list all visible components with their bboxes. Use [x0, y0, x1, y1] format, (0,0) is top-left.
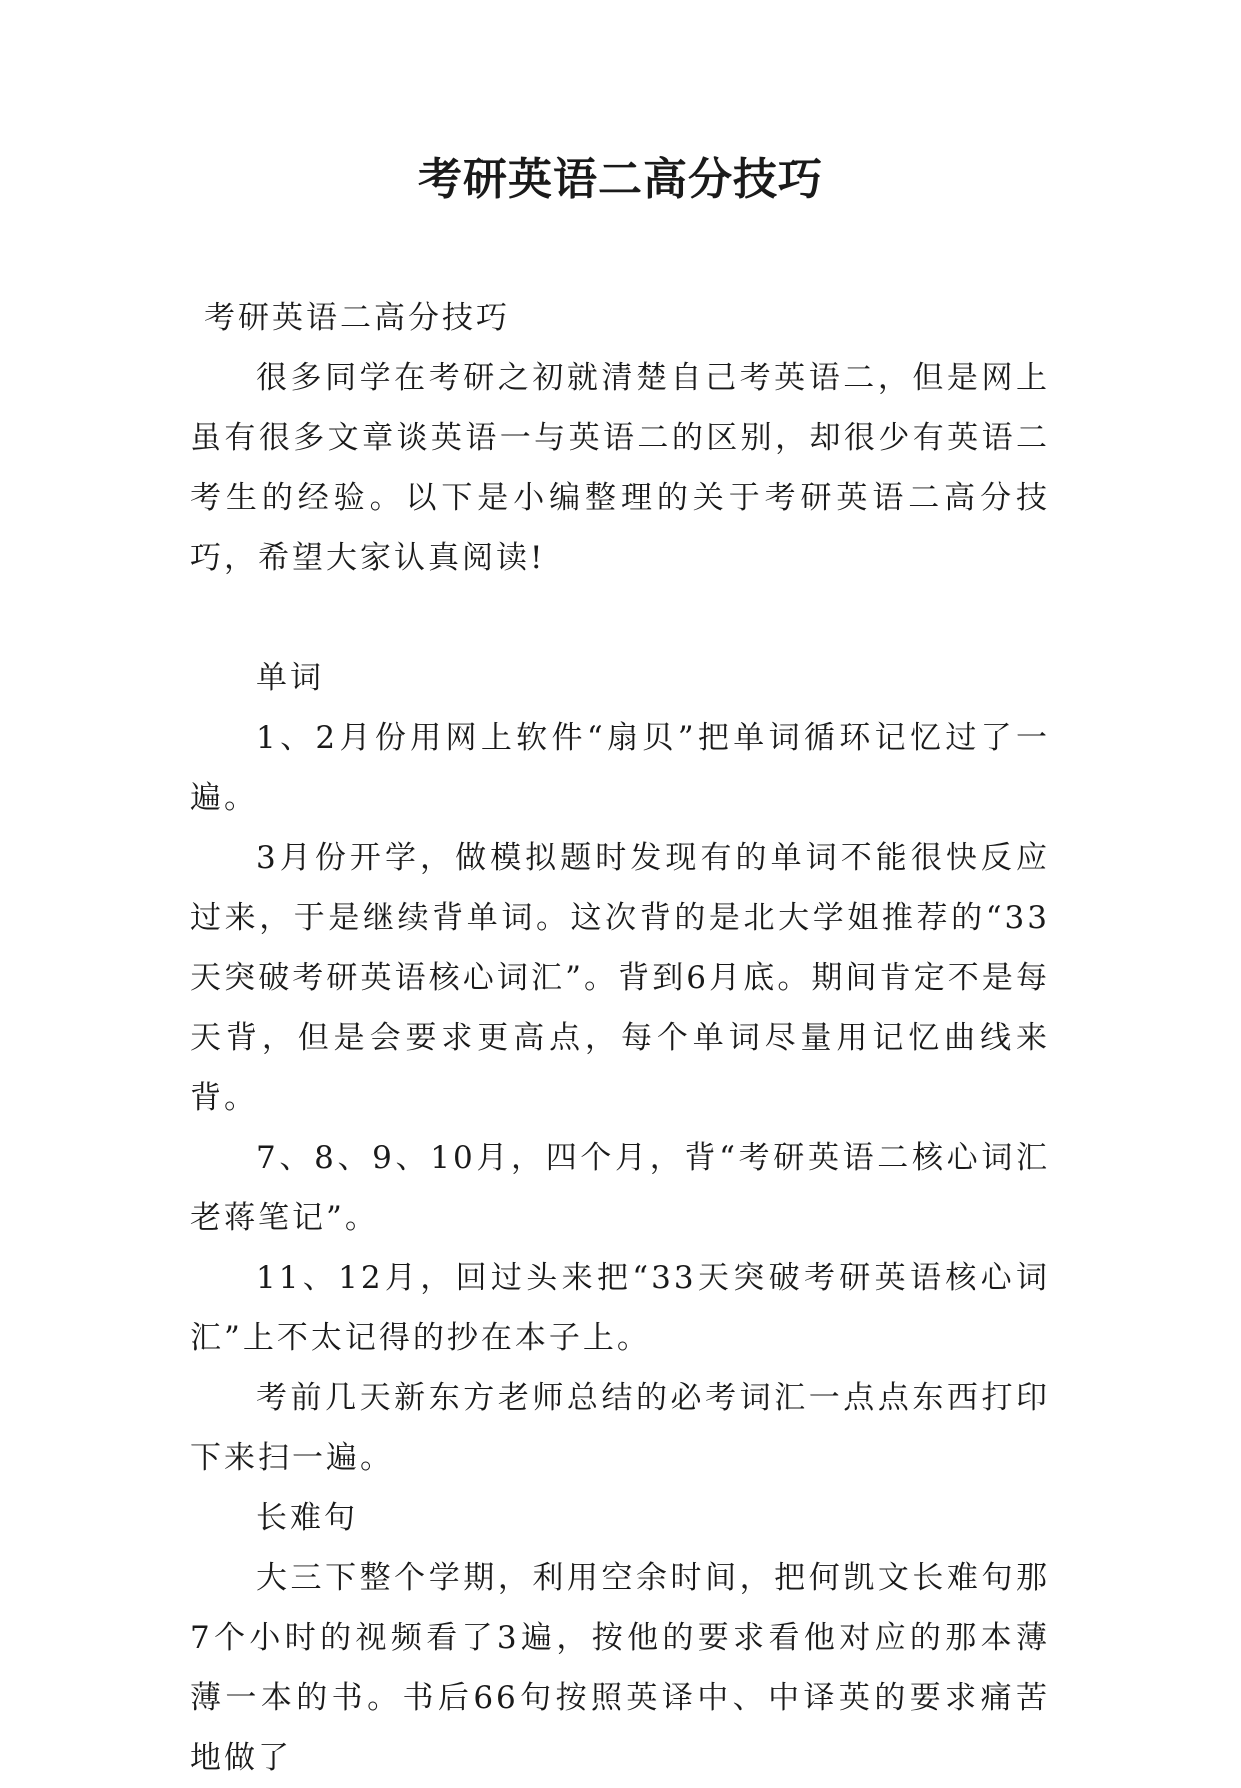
vocabulary-paragraph-4: 11、12月，回过头来把“33天突破考研英语核心词汇”上不太记得的抄在本子上。 [190, 1260, 1050, 1356]
section-heading-long-sentences: 长难句 [256, 1500, 358, 1536]
subtitle-paragraph: 考研英语二高分技巧 [204, 300, 510, 336]
section-heading-vocabulary: 单词 [256, 660, 324, 696]
vocabulary-paragraph-5: 考前几天新东方老师总结的必考词汇一点点东西打印下来扫一遍。 [190, 1380, 1050, 1476]
document-body [190, 288, 1050, 1788]
vocabulary-paragraph-2: 3月份开学，做模拟题时发现有的单词不能很快反应过来，于是继续背单词。这次背的是北大学姐推荐的“33天突破考研英语核心词汇”。背到6月底。期间肯定不是每天背，但是会要求更高点，每个单词尽量用记忆曲线来背。 [190, 840, 1050, 1116]
vocabulary-paragraph-1: 1、2月份用网上软件“扇贝”把单词循环记忆过了一遍。 [190, 720, 1050, 816]
intro-paragraph: 很多同学在考研之初就清楚自己考英语二，但是网上虽有很多文章谈英语一与英语二的区别，却很少有英语二考生的经验。以下是小编整理的关于考研英语二高分技巧，希望大家认真阅读! [190, 360, 1050, 576]
long-sentences-paragraph-1: 大三下整个学期，利用空余时间，把何凯文长难句那7个小时的视频看了3遍，按他的要求看他对应的那本薄薄一本的书。书后66句按照英译中、中译英的要求痛苦地做了 [190, 1560, 1050, 1776]
document-title: 考研英语二高分技巧 [418, 154, 823, 205]
vocabulary-paragraph-3: 7、8、9、10月，四个月，背“考研英语二核心词汇老蒋笔记”。 [190, 1140, 1050, 1236]
